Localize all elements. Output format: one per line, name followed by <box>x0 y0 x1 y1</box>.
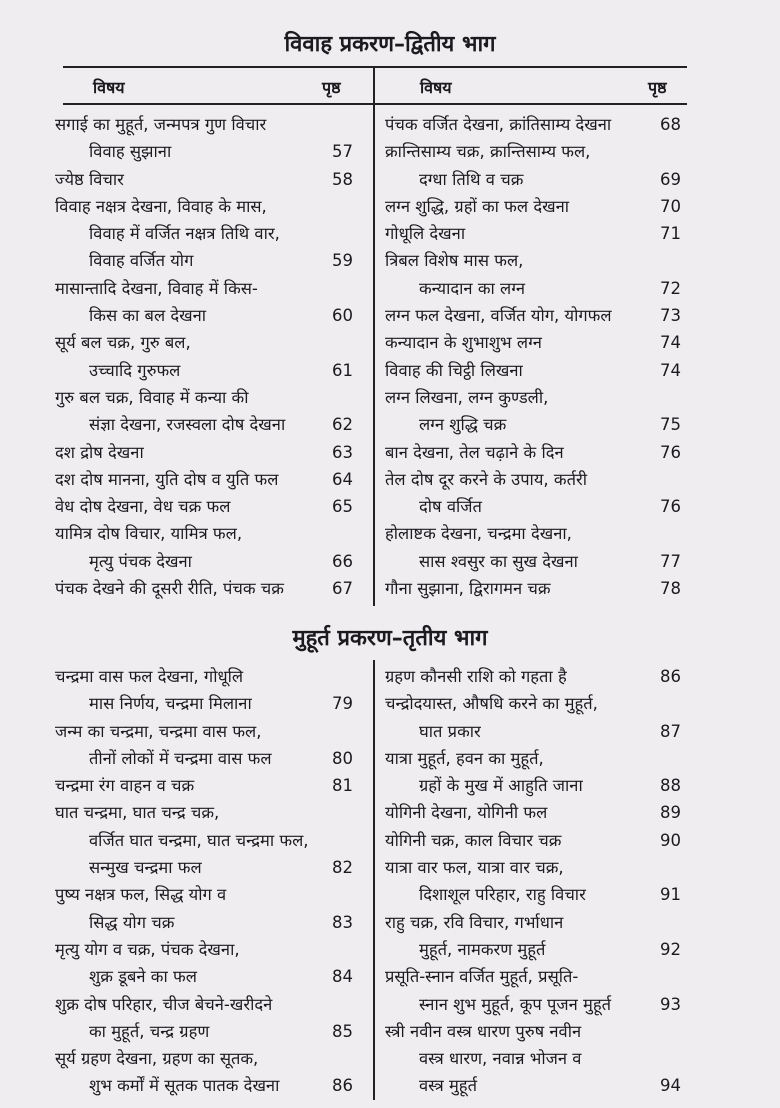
toc-page-number: 77 <box>660 551 681 571</box>
toc-entry-text: चन्द्रोदयास्त, औषधि करने का मुहूर्त, <box>385 694 598 714</box>
toc-entry-line <box>385 881 681 908</box>
toc-right-column-muhurt <box>385 663 681 1100</box>
toc-entry-line <box>385 111 681 138</box>
toc-left-column-vivah <box>55 111 353 602</box>
toc-entry-text: योगिनी चक्र, काल विचार चक्र <box>385 830 562 850</box>
header-page-left: पृष्ठ <box>322 78 341 97</box>
toc-page-number: 66 <box>332 551 353 571</box>
toc-entry-line <box>55 881 353 908</box>
toc-entry-text: यात्रा वार फल, यात्रा वार चक्र, <box>385 858 564 878</box>
toc-entry-line <box>385 275 681 302</box>
toc-page-number: 63 <box>332 442 353 462</box>
toc-entry-text: घात प्रकार <box>419 721 481 741</box>
toc-page-number: 93 <box>660 994 681 1014</box>
toc-entry-text: दश द्रोष देखना <box>55 442 144 462</box>
toc-entry-line <box>385 329 681 356</box>
toc-entry-line <box>55 718 353 745</box>
toc-entry-text: विवाह सुझाना <box>89 142 172 162</box>
toc-page-number: 81 <box>332 776 353 796</box>
toc-entry-line <box>385 138 681 165</box>
toc-page-number: 70 <box>660 196 681 216</box>
toc-entry-text: सूर्य ग्रहण देखना, ग्रहण का सूतक, <box>55 1049 259 1069</box>
toc-entry-line <box>385 718 681 745</box>
toc-entry-text: यात्रा मुहूर्त, हवन का मुहूर्त, <box>385 748 544 768</box>
toc-entry-line <box>385 520 681 547</box>
toc-entry-line <box>385 854 681 881</box>
toc-page-number: 69 <box>660 169 681 189</box>
toc-entry-text: किस का बल देखना <box>89 306 207 326</box>
toc-entry-line <box>385 772 681 799</box>
toc-entry-text: त्रिबल विशेष मास फल, <box>385 251 524 271</box>
toc-page-number: 88 <box>660 776 681 796</box>
toc-entry-text: गुरु बल चक्र, विवाह में कन्या की <box>55 387 249 407</box>
toc-entry-text: ग्रहों के मुख में आहुति जाना <box>419 776 583 796</box>
toc-entry-line <box>385 384 681 411</box>
toc-entry-line <box>55 111 353 138</box>
toc-page-number: 57 <box>332 142 353 162</box>
toc-entry-text: पंचक वर्जित देखना, क्रांतिसाम्य देखना <box>385 115 612 134</box>
toc-entry-line <box>385 799 681 826</box>
toc-entry-text: राहु चक्र, रवि विचार, गर्भाधान <box>385 912 564 932</box>
toc-entry-text: वस्त्र मुहूर्त <box>419 1076 477 1096</box>
toc-right-column-vivah <box>385 111 681 602</box>
toc-entry-text: तीनों लोकों में चन्द्रमा वास फल <box>89 748 272 768</box>
toc-entry-line <box>55 663 353 690</box>
toc-entry-text: वेध दोष देखना, वेध चक्र फल <box>55 497 231 517</box>
toc-page-number: 89 <box>660 803 681 823</box>
toc-page-number: 73 <box>660 306 681 326</box>
toc-entry-line <box>385 493 681 520</box>
toc-entry-line <box>385 357 681 384</box>
toc-entry-line <box>55 575 353 602</box>
toc-entry-line <box>385 466 681 493</box>
toc-page-number: 94 <box>660 1076 681 1096</box>
toc-page-number: 86 <box>660 667 681 686</box>
toc-entry-text: लग्न शुद्धि चक्र <box>419 415 507 435</box>
toc-entry-line <box>55 247 353 274</box>
toc-entry-line <box>385 827 681 854</box>
toc-entry-line <box>55 220 353 247</box>
toc-entry-text: क्रान्तिसाम्य चक्र, क्रान्तिसाम्य फल, <box>385 142 591 162</box>
toc-entry-line <box>55 466 353 493</box>
toc-entry-line <box>55 548 353 575</box>
toc-entry-line <box>385 1018 681 1045</box>
toc-entry-line <box>385 193 681 220</box>
toc-page-number: 82 <box>332 858 353 878</box>
toc-entry-text: दग्धा तिथि व चक्र <box>419 169 524 189</box>
toc-entry-text: विवाह में वर्जित नक्षत्र तिथि वार, <box>89 224 280 244</box>
toc-page-number: 72 <box>660 278 681 298</box>
section-title-vivah: विवाह प्रकरण–द्वितीय भाग <box>284 32 496 57</box>
toc-entry-line <box>55 166 353 193</box>
header-subject-right: विषय <box>420 78 452 97</box>
toc-page-number: 67 <box>332 579 353 599</box>
toc-entry-text: कन्यादान के शुभाशुभ लग्न <box>385 333 542 353</box>
toc-entry-line <box>55 520 353 547</box>
toc-entry-text: पुष्य नक्षत्र फल, सिद्ध योग व <box>55 885 227 905</box>
toc-entry-text: ग्रहण कौनसी राशि को गहता है <box>385 667 567 686</box>
toc-entry-text: चन्द्रमा वास फल देखना, गोधूलि <box>55 667 244 686</box>
toc-entry-line <box>55 493 353 520</box>
toc-entry-text: पंचक देखने की दूसरी रीति, पंचक चक्र <box>55 579 284 599</box>
toc-entry-text: लग्न फल देखना, वर्जित योग, योगफल <box>385 306 612 326</box>
toc-entry-text: वस्त्र धारण, नवान्न भोजन व <box>419 1049 582 1069</box>
toc-page-number: 76 <box>660 442 681 462</box>
toc-page-number: 92 <box>660 939 681 959</box>
toc-entry-line <box>385 909 681 936</box>
toc-entry-text: योगिनी देखना, योगिनी फल <box>385 803 548 823</box>
toc-entry-text: शुभ कर्मों में सूतक पातक देखना <box>89 1076 280 1096</box>
toc-entry-line <box>55 1018 353 1045</box>
toc-entry-text: दश दोष मानना, युति दोष व युति फल <box>55 469 279 489</box>
toc-page-number: 71 <box>660 224 681 244</box>
toc-entry-text: सगाई का मुहूर्त, जन्मपत्र गुण विचार <box>55 115 267 134</box>
toc-entry-line <box>385 690 681 717</box>
toc-entry-text: सूर्य बल चक्र, गुरु बल, <box>55 333 191 353</box>
toc-entry-text: मुहूर्त, नामकरण मुहूर्त <box>419 939 546 959</box>
toc-entry-text: होलाष्टक देखना, चन्द्रमा देखना, <box>385 524 572 544</box>
toc-entry-text: स्नान शुभ मुहूर्त, कूप पूजन मुहूर्त <box>419 994 612 1014</box>
toc-entry-line <box>55 138 353 165</box>
toc-page-number: 74 <box>660 333 681 353</box>
toc-entry-text: गौना सुझाना, द्विरागमन चक्र <box>385 579 551 599</box>
toc-entry-line <box>55 302 353 329</box>
toc-page-number: 84 <box>332 967 353 987</box>
toc-page-number: 62 <box>332 415 353 435</box>
toc-entry-line <box>385 439 681 466</box>
toc-entry-line <box>55 329 353 356</box>
toc-entry-line <box>55 799 353 826</box>
toc-page-number: 58 <box>332 169 353 189</box>
toc-entry-line <box>55 854 353 881</box>
toc-entry-text: शुक्र दोष परिहार, चीज बेचने-खरीदने <box>55 994 273 1014</box>
toc-entry-text: वर्जित घात चन्द्रमा, घात चन्द्रमा फल, <box>89 830 309 850</box>
toc-entry-text: तेल दोष दूर करने के उपाय, कर्तरी <box>385 469 587 489</box>
toc-entry-text: मृत्यु पंचक देखना <box>89 551 192 571</box>
toc-page-number: 59 <box>332 251 353 271</box>
toc-entry-text: विवाह नक्षत्र देखना, विवाह के मास, <box>55 196 267 216</box>
toc-entry-line <box>385 302 681 329</box>
toc-entry-text: चन्द्रमा रंग वाहन व चक्र <box>55 776 195 796</box>
toc-entry-line <box>55 193 353 220</box>
toc-entry-text: विवाह की चिट्ठी लिखना <box>385 360 523 380</box>
toc-page-number: 68 <box>660 115 681 134</box>
toc-page-number: 87 <box>660 721 681 741</box>
toc-entry-line <box>55 411 353 438</box>
toc-page-number: 86 <box>332 1076 353 1096</box>
toc-entry-text: सिद्ध योग चक्र <box>89 912 175 932</box>
toc-entry-text: उच्चादि गुरुफल <box>89 360 181 380</box>
toc-page-number: 64 <box>332 469 353 489</box>
toc-entry-line <box>55 275 353 302</box>
toc-entry-line <box>55 827 353 854</box>
toc-page-number: 65 <box>332 497 353 517</box>
toc-page-number: 83 <box>332 912 353 932</box>
toc-entry-line <box>385 663 681 690</box>
toc-entry-text: मृत्यु योग व चक्र, पंचक देखना, <box>55 939 240 959</box>
toc-entry-line <box>385 166 681 193</box>
toc-entry-line <box>55 690 353 717</box>
toc-entry-line <box>385 1072 681 1099</box>
toc-entry-line <box>385 963 681 990</box>
toc-entry-line <box>55 772 353 799</box>
toc-entry-text: घात चन्द्रमा, घात चन्द्र चक्र, <box>55 803 220 823</box>
toc-page-number: 91 <box>660 885 681 905</box>
toc-entry-text: दिशाशूल परिहार, राहु विचार <box>419 885 586 905</box>
toc-entry-text: गोधूलि देखना <box>385 224 466 244</box>
toc-entry-text: मासान्तादि देखना, विवाह में किस- <box>55 278 258 298</box>
toc-entry-line <box>385 936 681 963</box>
toc-entry-line <box>385 548 681 575</box>
toc-entry-line <box>385 247 681 274</box>
toc-page-number: 78 <box>660 579 681 599</box>
toc-page-number: 76 <box>660 497 681 517</box>
toc-entry-line <box>55 909 353 936</box>
toc-entry-text: सन्मुख चन्द्रमा फल <box>89 858 202 878</box>
toc-page-number: 60 <box>332 306 353 326</box>
header-bottom-rule <box>63 103 687 105</box>
toc-entry-text: संज्ञा देखना, रजस्वला दोष देखना <box>89 415 286 435</box>
toc-entry-text: शुक्र डूबने का फल <box>89 967 197 987</box>
toc-entry-text: ज्येष्ठ विचार <box>55 169 124 189</box>
toc-entry-text: मास निर्णय, चन्द्रमा मिलाना <box>89 694 252 714</box>
toc-entry-text: जन्म का चन्द्रमा, चन्द्रमा वास फल, <box>55 721 262 741</box>
toc-page-number: 85 <box>332 1021 353 1041</box>
toc-entry-text: सास श्वसुर का सुख देखना <box>419 551 578 571</box>
table-top-rule <box>63 66 687 68</box>
toc-entry-line <box>385 991 681 1018</box>
toc-entry-line <box>385 1045 681 1072</box>
toc-entry-line <box>385 745 681 772</box>
toc-page-number: 75 <box>660 415 681 435</box>
toc-entry-line <box>55 991 353 1018</box>
column-divider-muhurt <box>373 660 375 1100</box>
toc-entry-line <box>55 1045 353 1072</box>
toc-entry-line <box>55 1072 353 1099</box>
toc-page-number: 79 <box>332 694 353 714</box>
toc-entry-line <box>55 963 353 990</box>
toc-entry-text: लग्न शुद्धि, ग्रहों का फल देखना <box>385 196 570 216</box>
toc-page-number: 80 <box>332 748 353 768</box>
toc-entry-line <box>385 220 681 247</box>
toc-left-column-muhurt <box>55 663 353 1100</box>
toc-page-number: 74 <box>660 360 681 380</box>
toc-entry-text: लग्न लिखना, लग्न कुण्डली, <box>385 387 549 407</box>
toc-entry-line <box>55 745 353 772</box>
header-subject-left: विषय <box>93 78 125 97</box>
toc-page-number: 90 <box>660 830 681 850</box>
toc-entry-line <box>55 384 353 411</box>
toc-entry-text: कन्यादान का लग्न <box>419 278 525 298</box>
toc-entry-text: यामित्र दोष विचार, यामित्र फल, <box>55 524 243 544</box>
toc-entry-text: विवाह वर्जित योग <box>89 251 194 271</box>
toc-entry-line <box>55 936 353 963</box>
toc-entry-text: का मुहूर्त, चन्द्र ग्रहण <box>89 1021 210 1041</box>
toc-entry-text: बान देखना, तेल चढ़ाने के दिन <box>385 442 564 462</box>
toc-entry-line <box>55 357 353 384</box>
toc-entry-text: प्रसूति-स्नान वर्जित मुहूर्त, प्रसूति- <box>385 967 579 987</box>
column-divider <box>373 66 375 606</box>
section-title-muhurt: मुहूर्त प्रकरण–तृतीय भाग <box>292 626 488 651</box>
toc-page-number: 61 <box>332 360 353 380</box>
toc-entry-line <box>385 411 681 438</box>
toc-entry-text: दोष वर्जित <box>419 497 482 517</box>
toc-entry-text: स्त्री नवीन वस्त्र धारण पुरुष नवीन <box>385 1021 582 1041</box>
toc-entry-line <box>55 439 353 466</box>
header-page-right: पृष्ठ <box>648 78 667 97</box>
toc-entry-line <box>385 575 681 602</box>
